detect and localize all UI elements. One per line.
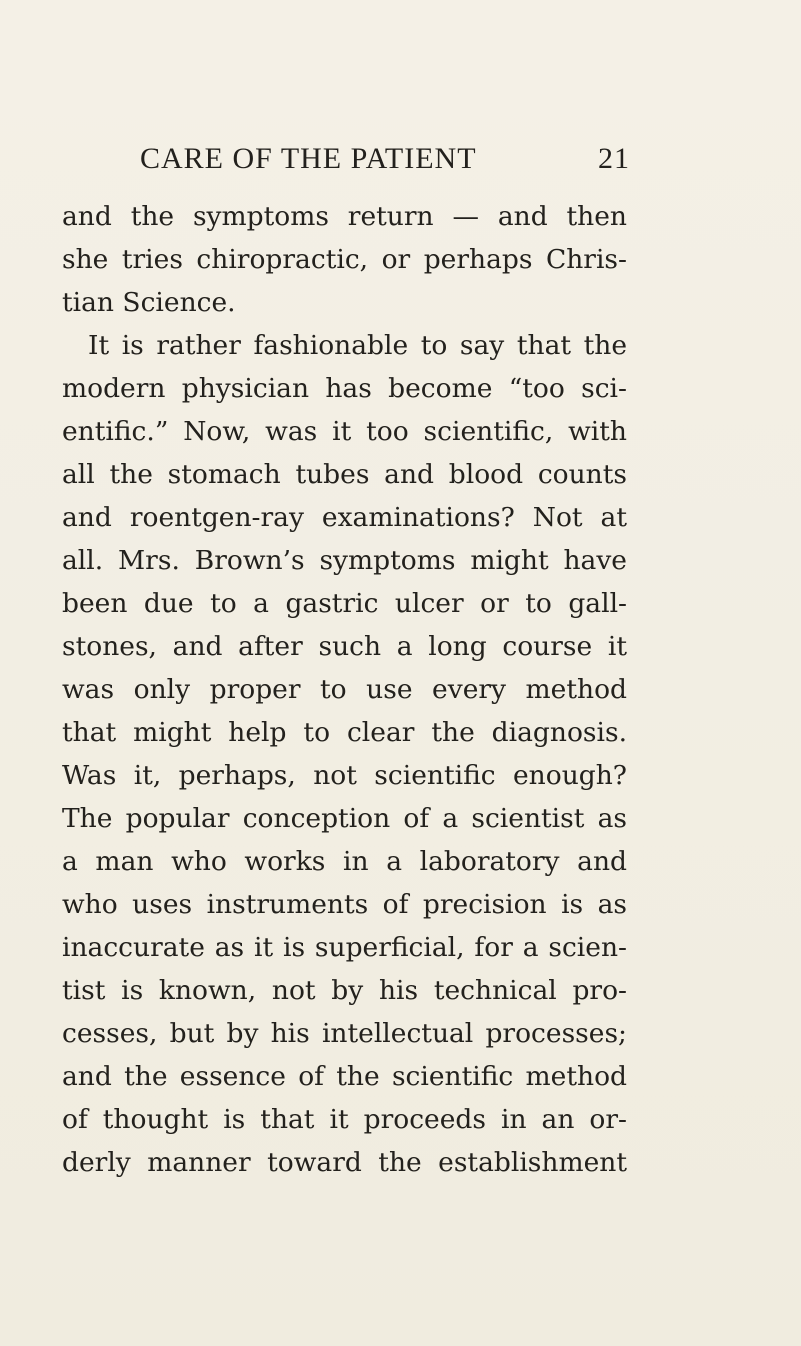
text-line: been due to a gastric ulcer or to gall-: [62, 588, 627, 619]
text-line: Was it, perhaps, not scientific enough?: [62, 760, 627, 791]
text-line: she tries chiropractic, or perhaps Chris-: [62, 244, 627, 275]
text-line: and the essence of the scientific method: [62, 1061, 627, 1092]
text-line: cesses, but by his intellectual processes;: [62, 1018, 627, 1049]
text-line: a man who works in a laboratory and: [62, 846, 627, 877]
text-line: of thought is that it proceeds in an or-: [62, 1104, 627, 1135]
text-line: all the stomach tubes and blood counts: [62, 459, 627, 490]
text-line: inaccurate as it is superficial, for a scien-: [62, 932, 627, 963]
text-line: that might help to clear the diagnosis.: [62, 717, 627, 748]
body-text: [62, 195, 627, 1184]
text-line: modern physician has become “too sci-: [62, 373, 627, 404]
text-line: and roentgen-ray examinations? Not at: [62, 502, 627, 533]
text-line: tist is known, not by his technical pro-: [62, 975, 627, 1006]
running-title: CARE OF THE PATIENT: [140, 142, 477, 175]
running-head: [140, 142, 630, 182]
text-line: entific.” Now, was it too scientific, with: [62, 416, 627, 447]
page-number: 21: [598, 142, 630, 175]
text-line: who uses instruments of precision is as: [62, 889, 627, 920]
text-line: The popular conception of a scientist as: [62, 803, 627, 834]
text-line: derly manner toward the establishment: [62, 1147, 627, 1178]
text-line: all. Mrs. Brown’s symptoms might have: [62, 545, 627, 576]
text-line: tian Science.: [62, 287, 236, 318]
text-line: It is rather fashionable to say that the: [88, 330, 627, 361]
text-line: was only proper to use every method: [62, 674, 627, 705]
text-line: and the symptoms return — and then: [62, 201, 627, 232]
text-line: stones, and after such a long course it: [62, 631, 627, 662]
